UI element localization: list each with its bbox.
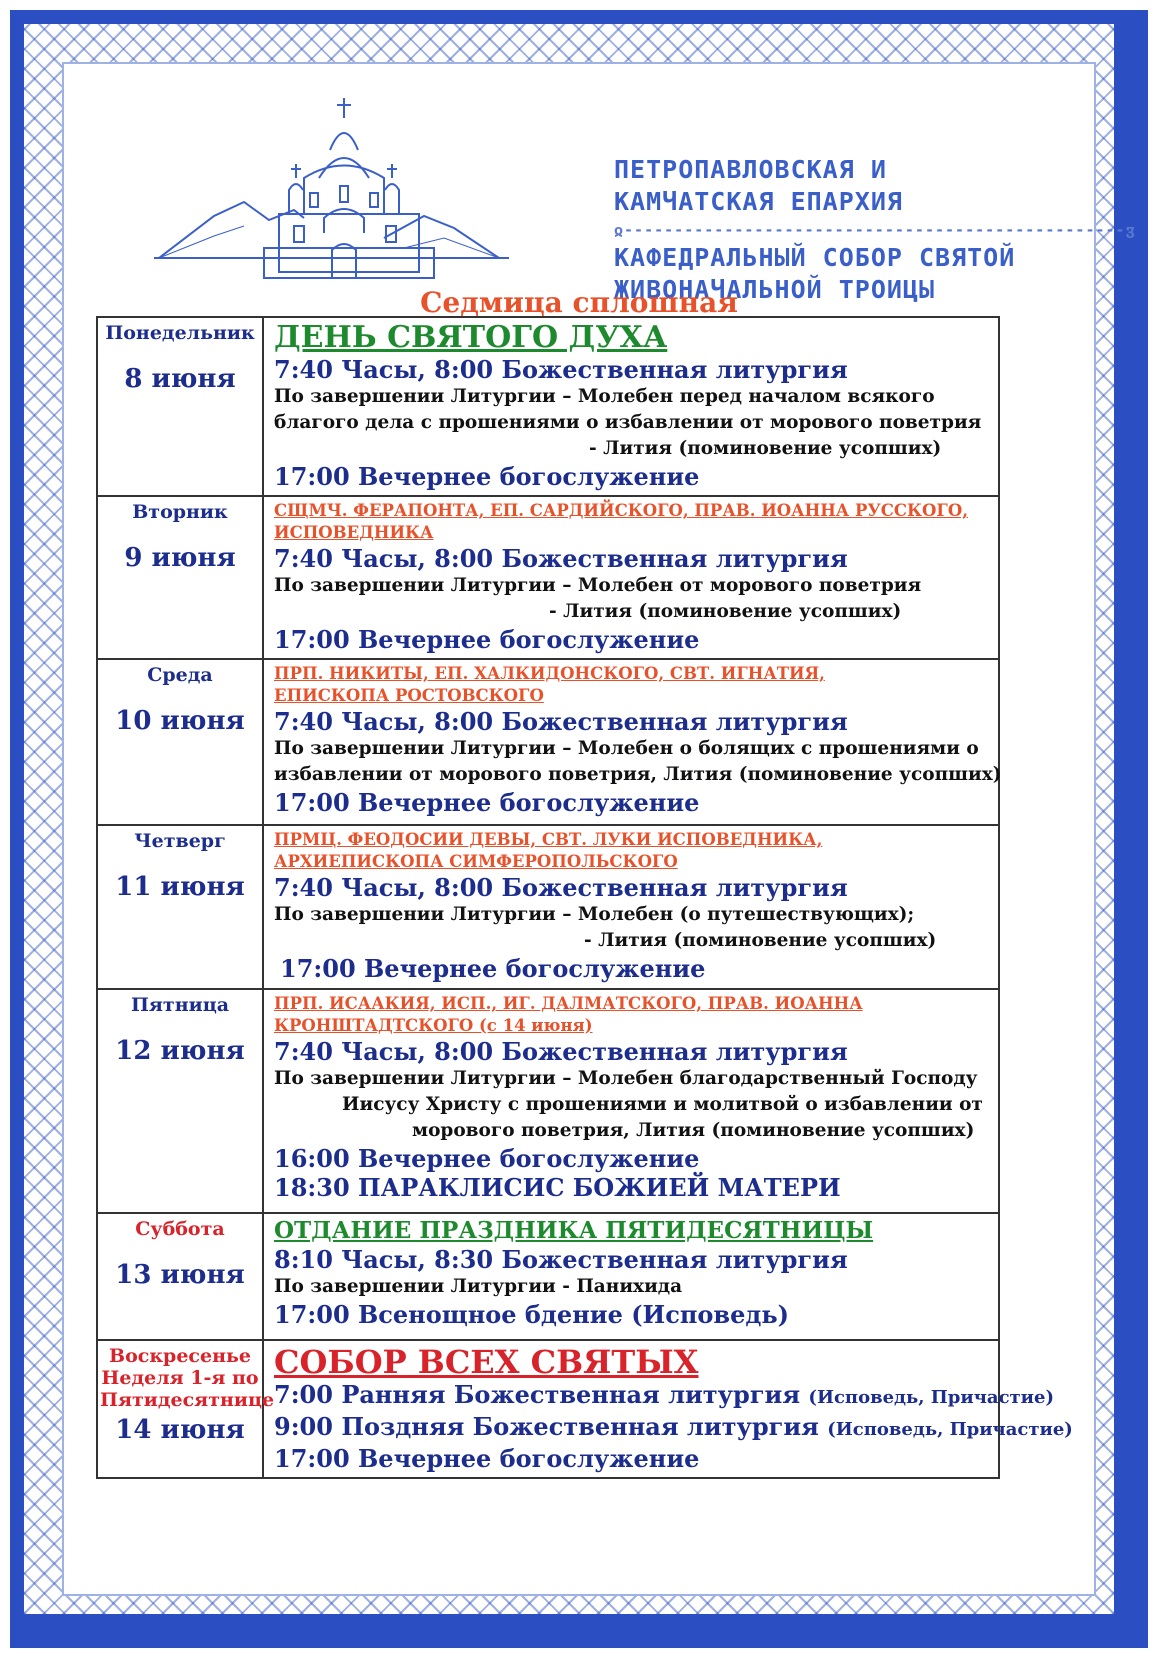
evening-service: 17:00 Вечернее богослужение bbox=[280, 954, 706, 983]
day-date: 14 июня bbox=[115, 1415, 245, 1445]
services-cell bbox=[263, 496, 999, 659]
saint-commemoration: ЕПИСКОПА РОСТОВСКОГО bbox=[274, 686, 544, 705]
late-liturgy-note: (Исповедь, Причастие) bbox=[827, 1419, 1073, 1440]
note-line: По завершении Литургии – Молебен (о путешествующих); bbox=[274, 904, 915, 925]
cathedral-icon bbox=[154, 98, 514, 298]
day-date: 12 июня bbox=[115, 1036, 245, 1066]
saint-commemoration: ИСПОВЕДНИКА bbox=[274, 523, 434, 542]
day-row-tuesday bbox=[97, 496, 999, 659]
day-cell bbox=[97, 496, 263, 659]
day-cell bbox=[97, 1213, 263, 1340]
saint-commemoration: ПРП. ИСААКИЯ, ИСП., ИГ. ДАЛМАТСКОГО, ПРАВ. ИОАННА bbox=[274, 994, 863, 1013]
week-name: Неделя 1-я по bbox=[101, 1367, 259, 1389]
day-cell bbox=[97, 659, 263, 825]
day-date: 11 июня bbox=[115, 872, 245, 902]
day-name: Воскресенье bbox=[109, 1345, 251, 1367]
note-line: - Лития (поминовение усопших) bbox=[549, 601, 902, 622]
schedule-sheet bbox=[64, 64, 1136, 1594]
day-row-wednesday bbox=[97, 659, 999, 825]
day-name: Среда bbox=[147, 664, 213, 686]
feast-title: ДЕНЬ СВЯТОГО ДУХА bbox=[274, 320, 668, 355]
note-line: морового поветрия, Лития (поминовение усопших) bbox=[412, 1120, 975, 1141]
note-line: По завершении Литургии – Молебен о болящих с прошениями о bbox=[274, 738, 979, 759]
evening-service: 17:00 Вечернее богослужение bbox=[274, 625, 700, 654]
services-cell bbox=[263, 1213, 999, 1340]
liturgy-line: 8:10 Часы, 8:30 Божественная литургия bbox=[274, 1245, 848, 1274]
feast-title: ОТДАНИЕ ПРАЗДНИКА ПЯТИДЕСЯТНИЦЫ bbox=[274, 1217, 874, 1244]
day-cell bbox=[97, 989, 263, 1213]
day-row-thursday bbox=[97, 825, 999, 989]
note-line: По завершении Литургии - Панихида bbox=[274, 1276, 683, 1297]
day-row-monday bbox=[97, 317, 999, 496]
day-cell bbox=[97, 825, 263, 989]
day-name: Суббота bbox=[135, 1218, 225, 1240]
saint-commemoration: КРОНШТАДТСКОГО (с 14 июня) bbox=[274, 1016, 593, 1035]
late-liturgy bbox=[274, 1412, 1073, 1444]
week-title: Седмица сплошная bbox=[420, 286, 738, 319]
early-liturgy-note: (Исповедь, Причастие) bbox=[808, 1387, 1054, 1408]
saint-commemoration: ПРП. НИКИТЫ, ЕП. ХАЛКИДОНСКОГО, СВТ. ИГНАТИЯ, bbox=[274, 664, 825, 683]
schedule-table bbox=[96, 316, 1073, 1479]
cathedral-line-2: ЖИВОНАЧАЛЬНОЙ ТРОИЦЫ bbox=[614, 275, 936, 304]
note-line: По завершении Литургии – Молебен перед началом всякого bbox=[274, 386, 935, 407]
cathedral-line-1: КАФЕДРАЛЬНЫЙ СОБОР СВЯТОЙ bbox=[614, 243, 1016, 272]
day-date: 13 июня bbox=[115, 1260, 245, 1290]
saint-commemoration: ПРМЦ. ФЕОДОСИИ ДЕВЫ, СВТ. ЛУКИ ИСПОВЕДНИКА, bbox=[274, 830, 823, 849]
day-date: 9 июня bbox=[124, 543, 236, 573]
note-line: избавлении от морового поветрия, Лития (поминовение усопших) bbox=[274, 764, 1002, 785]
services-cell bbox=[263, 659, 1002, 825]
day-name: Четверг bbox=[134, 830, 226, 852]
liturgy-line: 7:40 Часы, 8:00 Божественная литургия bbox=[274, 707, 848, 736]
day-name: Вторник bbox=[132, 501, 228, 523]
liturgy-line: 7:40 Часы, 8:00 Божественная литургия bbox=[274, 873, 848, 902]
saint-commemoration: СЩМЧ. ФЕРАПОНТА, ЕП. САРДИЙСКОГО, ПРАВ. ИОАННА РУССКОГО, bbox=[274, 501, 968, 520]
services-cell bbox=[263, 989, 999, 1213]
day-name: Понедельник bbox=[105, 322, 255, 344]
day-name: Пятница bbox=[130, 994, 230, 1016]
early-liturgy-label: 7:00 Ранняя Божественная литургия bbox=[274, 1380, 801, 1409]
day-row-friday bbox=[97, 989, 999, 1213]
saint-commemoration: АРХИЕПИСКОПА СИМФЕРОПОЛЬСКОГО bbox=[274, 852, 678, 871]
org-line-2: КАМЧАТСКАЯ ЕПАРХИЯ bbox=[614, 187, 903, 216]
early-liturgy bbox=[274, 1380, 1054, 1412]
evening-service: 17:00 Вечернее богослужение bbox=[274, 462, 700, 491]
evening-service: 16:00 Вечернее богослужение bbox=[274, 1144, 700, 1173]
note-line: - Лития (поминовение усопших) bbox=[584, 930, 937, 951]
services-cell bbox=[263, 825, 999, 989]
note-line: благого дела с прошениями о избавлении от морового поветрия bbox=[274, 412, 982, 433]
ornamental-separator: ჲ--------------------------------------------------ჳ bbox=[614, 221, 1136, 239]
week-name: Пятидесятнице bbox=[100, 1389, 275, 1411]
services-cell bbox=[263, 317, 999, 496]
day-date: 8 июня bbox=[124, 364, 236, 394]
day-row-saturday bbox=[97, 1213, 999, 1340]
liturgy-line: 7:40 Часы, 8:00 Божественная литургия bbox=[274, 355, 848, 384]
day-date: 10 июня bbox=[115, 706, 245, 736]
paraklesis-service: 18:30 ПАРАКЛИСИС БОЖИЕЙ МАТЕРИ bbox=[274, 1173, 841, 1202]
note-line: Иисусу Христу с прошениями и молитвой о избавлении от bbox=[342, 1094, 983, 1115]
liturgy-line: 7:40 Часы, 8:00 Божественная литургия bbox=[274, 544, 848, 573]
day-cell bbox=[97, 317, 263, 496]
note-line: По завершении Литургии – Молебен от морового поветрия bbox=[274, 575, 922, 596]
diocese-title bbox=[614, 154, 1136, 306]
late-liturgy-label: 9:00 Поздняя Божественная литургия bbox=[274, 1412, 819, 1441]
org-line-1: ПЕТРОПАВЛОВСКАЯ И bbox=[614, 155, 887, 184]
note-line: По завершении Литургии – Молебен благодарственный Господу bbox=[274, 1068, 978, 1089]
day-cell bbox=[97, 1340, 275, 1478]
evening-service: 17:00 Вечернее богослужение bbox=[274, 1444, 700, 1473]
evening-service: 17:00 Вечернее богослужение bbox=[274, 788, 700, 817]
evening-service: 17:00 Всенощное бдение (Исповедь) bbox=[274, 1300, 789, 1329]
feast-title: СОБОР ВСЕХ СВЯТЫХ bbox=[274, 1343, 699, 1381]
services-cell bbox=[263, 1340, 1073, 1478]
day-row-sunday bbox=[97, 1340, 999, 1478]
liturgy-line: 7:40 Часы, 8:00 Божественная литургия bbox=[274, 1037, 848, 1066]
note-line: - Лития (поминовение усопших) bbox=[589, 438, 942, 459]
